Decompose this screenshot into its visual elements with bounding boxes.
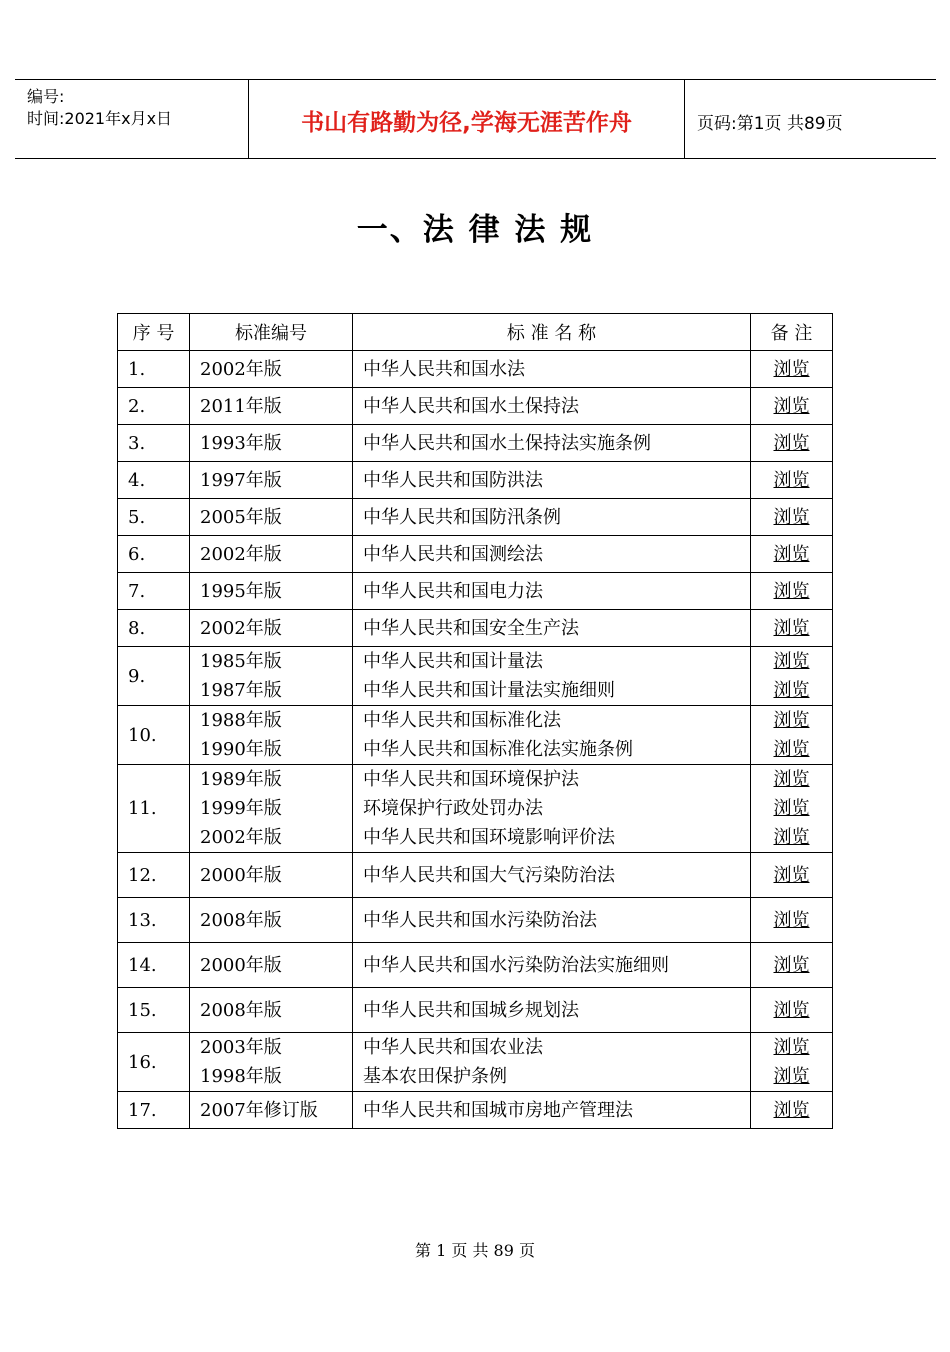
standard-name-cell — [353, 610, 751, 647]
standard-name: 中华人民共和国防洪法 — [363, 469, 543, 491]
browse-link-wrapper — [751, 735, 832, 764]
row-number: 14. — [118, 943, 190, 988]
table-row — [118, 853, 833, 898]
browse-link-wrapper — [751, 466, 832, 495]
standard-name: 中华人民共和国计量法实施细则 — [363, 680, 615, 701]
table-row — [118, 647, 833, 706]
standard-name-cell — [353, 499, 751, 536]
browse-link-wrapper — [751, 861, 832, 890]
standard-version: 1989年版 — [200, 769, 282, 790]
standard-name-cell — [353, 1033, 751, 1092]
code-label: 编号: — [27, 87, 65, 106]
page-title: 一、法 律 法 规 — [356, 212, 594, 248]
table-header-row — [118, 314, 833, 351]
browse-link-cell — [751, 610, 833, 647]
browse-link[interactable]: 浏览 — [773, 798, 810, 819]
table-row — [118, 536, 833, 573]
standards-table — [117, 313, 833, 1129]
standard-version: 2002年版 — [200, 543, 282, 565]
browse-link-wrapper — [751, 1096, 832, 1125]
standard-name: 中华人民共和国标准化法 — [363, 710, 561, 731]
column-header-number: 序 号 — [118, 314, 190, 351]
standard-name: 中华人民共和国防汛条例 — [363, 506, 561, 528]
column-header-name: 标 准 名 称 — [353, 314, 751, 351]
browse-link[interactable]: 浏览 — [773, 432, 810, 454]
browse-link[interactable]: 浏览 — [773, 827, 810, 848]
browse-link-cell — [751, 388, 833, 425]
browse-link-cell — [751, 1092, 833, 1129]
standard-version: 2007年修订版 — [200, 1099, 318, 1121]
page-info: 页码:第1页 共89页 — [697, 114, 843, 134]
browse-link-cell — [751, 943, 833, 988]
row-number: 13. — [118, 898, 190, 943]
standard-name-cell — [353, 988, 751, 1033]
standard-version: 1995年版 — [200, 580, 282, 602]
browse-link-cell — [751, 898, 833, 943]
row-number: 1. — [118, 351, 190, 388]
standard-version-cell — [190, 351, 353, 388]
browse-link[interactable]: 浏览 — [773, 617, 810, 639]
standard-version-cell — [190, 1033, 353, 1092]
standard-version: 2008年版 — [200, 999, 282, 1021]
standard-version: 2002年版 — [200, 358, 282, 380]
browse-link-wrapper — [751, 577, 832, 606]
row-number: 17. — [118, 1092, 190, 1129]
browse-link-wrapper — [751, 429, 832, 458]
table-row — [118, 462, 833, 499]
standard-version: 2011年版 — [200, 395, 282, 417]
row-number: 4. — [118, 462, 190, 499]
header-meta-cell — [15, 80, 249, 158]
standard-name: 中华人民共和国环境影响评价法 — [363, 827, 615, 848]
page-footer: 第 1 页 共 89 页 — [415, 1241, 535, 1260]
browse-link-cell — [751, 573, 833, 610]
standard-name: 中华人民共和国水土保持法实施条例 — [363, 432, 651, 454]
browse-link[interactable]: 浏览 — [773, 864, 810, 886]
standard-name-cell — [353, 1092, 751, 1129]
standard-name-cell — [353, 462, 751, 499]
standard-version-cell — [190, 988, 353, 1033]
standard-version-cell — [190, 462, 353, 499]
browse-link-wrapper — [751, 906, 832, 935]
standard-version: 1999年版 — [200, 798, 282, 819]
browse-link-wrapper — [751, 706, 832, 735]
row-number: 8. — [118, 610, 190, 647]
row-number: 6. — [118, 536, 190, 573]
table-row — [118, 388, 833, 425]
row-number: 15. — [118, 988, 190, 1033]
standard-version-cell — [190, 706, 353, 765]
table-row — [118, 573, 833, 610]
browse-link-wrapper — [751, 614, 832, 643]
standard-name-cell — [353, 425, 751, 462]
table-row — [118, 706, 833, 765]
standard-version: 1990年版 — [200, 739, 282, 760]
standard-name: 中华人民共和国水污染防治法 — [363, 909, 597, 931]
browse-link-wrapper — [751, 951, 832, 980]
row-number: 9. — [118, 647, 190, 706]
standard-version-cell — [190, 898, 353, 943]
standard-version: 2005年版 — [200, 506, 282, 528]
browse-link[interactable]: 浏览 — [773, 999, 810, 1021]
browse-link-cell — [751, 462, 833, 499]
standard-version-cell — [190, 536, 353, 573]
standard-version: 1997年版 — [200, 469, 282, 491]
browse-link[interactable]: 浏览 — [773, 543, 810, 565]
standard-name: 中华人民共和国农业法 — [363, 1037, 543, 1058]
standard-name-cell — [353, 573, 751, 610]
standard-name-cell — [353, 706, 751, 765]
standard-name-cell — [353, 388, 751, 425]
standard-version-cell — [190, 853, 353, 898]
standard-version-cell — [190, 610, 353, 647]
browse-link[interactable]: 浏览 — [773, 651, 810, 672]
browse-link[interactable]: 浏览 — [773, 358, 810, 380]
column-header-note: 备 注 — [751, 314, 833, 351]
browse-link-wrapper — [751, 823, 832, 852]
standard-version: 2002年版 — [200, 617, 282, 639]
standard-name-cell — [353, 647, 751, 706]
standard-version: 2008年版 — [200, 909, 282, 931]
table-row — [118, 610, 833, 647]
document-header — [15, 79, 936, 159]
standard-version-cell — [190, 1092, 353, 1129]
browse-link-wrapper — [751, 540, 832, 569]
browse-link[interactable]: 浏览 — [773, 469, 810, 491]
browse-link[interactable]: 浏览 — [773, 954, 810, 976]
browse-link[interactable]: 浏览 — [773, 1099, 810, 1121]
standard-version: 2002年版 — [200, 827, 282, 848]
browse-link[interactable]: 浏览 — [773, 506, 810, 528]
browse-link-cell — [751, 765, 833, 853]
row-number: 12. — [118, 853, 190, 898]
standard-name: 中华人民共和国计量法 — [363, 651, 543, 672]
standard-name: 中华人民共和国电力法 — [363, 580, 543, 602]
table-row — [118, 765, 833, 853]
standard-version-cell — [190, 573, 353, 610]
standard-version: 1987年版 — [200, 680, 282, 701]
table-row — [118, 988, 833, 1033]
browse-link-wrapper — [751, 1033, 832, 1062]
browse-link-wrapper — [751, 765, 832, 794]
row-number: 7. — [118, 573, 190, 610]
standard-version-cell — [190, 499, 353, 536]
standard-version-cell — [190, 425, 353, 462]
browse-link-cell — [751, 988, 833, 1033]
row-number: 11. — [118, 765, 190, 853]
standard-version-cell — [190, 647, 353, 706]
standard-name: 中华人民共和国城乡规划法 — [363, 999, 579, 1021]
browse-link-wrapper — [751, 996, 832, 1025]
standard-version: 1988年版 — [200, 710, 282, 731]
browse-link-cell — [751, 499, 833, 536]
browse-link-cell — [751, 853, 833, 898]
browse-link-cell — [751, 1033, 833, 1092]
row-number: 2. — [118, 388, 190, 425]
standard-version-cell — [190, 765, 353, 853]
row-number: 5. — [118, 499, 190, 536]
header-page-cell — [685, 80, 936, 158]
header-motto-cell — [249, 80, 685, 158]
browse-link-wrapper — [751, 676, 832, 705]
column-header-code: 标准编号 — [190, 314, 353, 351]
standard-name: 中华人民共和国大气污染防治法 — [363, 864, 615, 886]
browse-link[interactable]: 浏览 — [773, 680, 810, 701]
standard-name: 中华人民共和国环境保护法 — [363, 769, 579, 790]
browse-link[interactable]: 浏览 — [773, 1037, 810, 1058]
browse-link[interactable]: 浏览 — [773, 580, 810, 602]
row-number: 10. — [118, 706, 190, 765]
browse-link-wrapper — [751, 647, 832, 676]
browse-link-wrapper — [751, 1062, 832, 1091]
browse-link-wrapper — [751, 794, 832, 823]
standard-version: 1993年版 — [200, 432, 282, 454]
standard-name-cell — [353, 853, 751, 898]
browse-link-cell — [751, 536, 833, 573]
standard-name-cell — [353, 765, 751, 853]
table-row — [118, 1033, 833, 1092]
table-row — [118, 351, 833, 388]
table-body — [118, 351, 833, 1129]
browse-link-cell — [751, 706, 833, 765]
standard-version: 2000年版 — [200, 864, 282, 886]
standard-name: 中华人民共和国标准化法实施条例 — [363, 739, 633, 760]
table-row — [118, 898, 833, 943]
standard-name: 中华人民共和国测绘法 — [363, 543, 543, 565]
browse-link[interactable]: 浏览 — [773, 909, 810, 931]
browse-link-wrapper — [751, 503, 832, 532]
row-number: 3. — [118, 425, 190, 462]
standard-version: 1998年版 — [200, 1066, 282, 1087]
standard-version: 2003年版 — [200, 1037, 282, 1058]
standard-name: 中华人民共和国水土保持法 — [363, 395, 579, 417]
standard-name: 环境保护行政处罚办法 — [363, 798, 543, 819]
standard-name-cell — [353, 943, 751, 988]
standard-name-cell — [353, 898, 751, 943]
browse-link-cell — [751, 425, 833, 462]
browse-link[interactable]: 浏览 — [773, 769, 810, 790]
motto-text: 书山有路勤为径,学海无涯苦作舟 — [301, 110, 632, 136]
standard-name: 基本农田保护条例 — [363, 1066, 507, 1087]
browse-link[interactable]: 浏览 — [773, 710, 810, 731]
standard-version-cell — [190, 943, 353, 988]
table-row — [118, 1092, 833, 1129]
table-row — [118, 425, 833, 462]
browse-link[interactable]: 浏览 — [773, 739, 810, 760]
browse-link-cell — [751, 351, 833, 388]
table-row — [118, 499, 833, 536]
standard-version: 1985年版 — [200, 651, 282, 672]
standard-name: 中华人民共和国城市房地产管理法 — [363, 1099, 633, 1121]
standard-version: 2000年版 — [200, 954, 282, 976]
row-number: 16. — [118, 1033, 190, 1092]
standard-name: 中华人民共和国水污染防治法实施细则 — [363, 954, 669, 976]
standard-name-cell — [353, 351, 751, 388]
standard-name-cell — [353, 536, 751, 573]
date-label: 时间:2021年x月x日 — [27, 109, 173, 128]
browse-link-wrapper — [751, 355, 832, 384]
standard-name: 中华人民共和国水法 — [363, 358, 525, 380]
browse-link-wrapper — [751, 392, 832, 421]
standard-version-cell — [190, 388, 353, 425]
browse-link[interactable]: 浏览 — [773, 1066, 810, 1087]
browse-link[interactable]: 浏览 — [773, 395, 810, 417]
browse-link-cell — [751, 647, 833, 706]
table-row — [118, 943, 833, 988]
standard-name: 中华人民共和国安全生产法 — [363, 617, 579, 639]
